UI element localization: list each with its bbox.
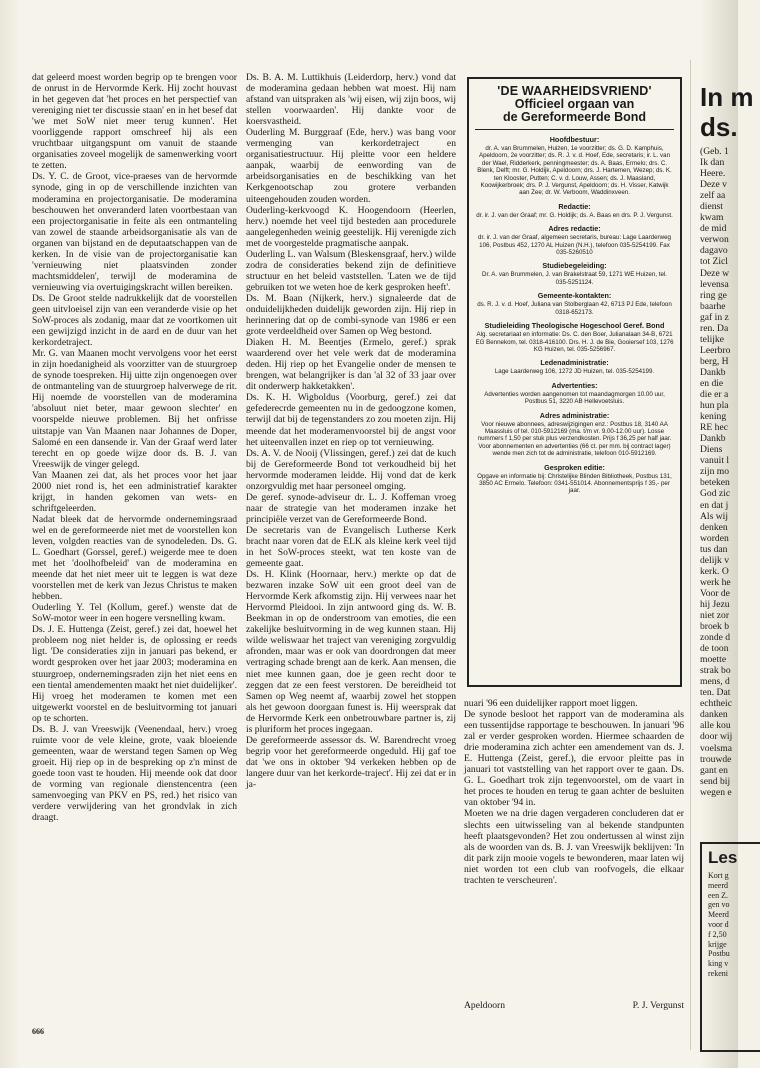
text-line: niet zor: [700, 609, 730, 621]
adjacent-headline-line: ds.: [700, 112, 738, 142]
text-line: Ik dan: [700, 157, 725, 169]
text-line: Dankb: [700, 433, 726, 445]
text-line: door wij: [700, 731, 733, 743]
text-line: ren. Da: [700, 322, 729, 334]
text-line: (Geb. 1: [700, 146, 729, 157]
section-heading: Adres administratie:: [539, 410, 610, 420]
text-line: Heere.: [700, 168, 726, 180]
text-line: zelf aa: [700, 190, 726, 202]
text-line: send bij: [700, 775, 731, 787]
text-line: broek b: [700, 621, 730, 633]
signature-author: P. J. Vergunst: [632, 1000, 684, 1011]
paragraph: De gereformeerde assessor ds. W. Barendrecht vroeg begrip voor het gereformeerde ongeduld. Hij gaf toe dat 'we ons in oktober '94 verkeken hebben op de langere duur van het kerkorde-traject'. Hij zei dat er in ja-: [246, 734, 456, 790]
text-line: tot Zicl: [700, 256, 728, 268]
paragraph: Moeten we na drie dagen vergaderen concluderen dat er slechts een uitwisseling van al bekende standpunten heeft plaatsgevonden? Het zou ondertussen al winst zijn als de woorden van ds. B. J. van Vreeswijk beklijven: 'In dit park zijn mooie vogels te bewonderen, maar laten wij niet worden tot een club van roofvogels, die elkaar trachten te verscheuren'.: [464, 808, 684, 886]
paragraph: Ds. De Groot stelde nadrukkelijk dat de voorstellen geen uitvloeisel zijn van een veranderde visie op het SoW-proces als zodanig, maar dat ze voortkomen uit een gewijzigd inzicht in de aard en de duur van het kerkordetraject.: [32, 292, 237, 349]
text-line: verwon: [700, 234, 729, 246]
paragraph: Ouderling Y. Tel (Kollum, geref.) wenste dat de SoW-motor weer in een hogere versnelling kwam.: [32, 602, 237, 625]
colophon-title: 'DE WAARHEIDSVRIEND': [497, 84, 652, 98]
text-line: echtheic: [700, 698, 732, 710]
section-body: Dr. A. van Brummelen, J. van Brakelstraat 59, 1271 WE Huizen, tel. 035-5251124.: [481, 271, 668, 286]
text-line: dagavo: [700, 245, 728, 257]
text-line: hij Jezu: [700, 598, 730, 610]
text-line: RE hec: [700, 422, 728, 434]
text-line: Deze v: [700, 179, 727, 191]
article-column-1: [32, 72, 237, 823]
article-column-3: [464, 698, 684, 886]
text-line: dienst: [700, 201, 723, 213]
text-line: voor d: [708, 919, 729, 929]
section-heading: Advertenties:: [551, 380, 598, 390]
adjacent-box: [700, 842, 760, 1052]
text-line: en dat j: [700, 499, 729, 511]
text-line: gaf in z: [700, 311, 729, 323]
text-line: ten. Dat: [700, 687, 731, 699]
text-line: zijn mo: [700, 466, 730, 478]
paragraph: Ds. H. Klink (Hoornaar, herv.) merkte op dat de bezwaren inzake SoW uit een groot deel van de Hervormde Kerk afkomstig zijn. Hij verwees naar het Hervormd Pleidooi. In zijn antwoord ging ds. W. B. Beekman in op de onderstroom van emoties, die een zakelijke besluitvorming in de weg kunnen staan. Hij wilde weliswaar het traject van vereniging zorgvuldig afronden, maar was er ook van doordrongen dat meer vertraging schade brengt aan de kerk. Aan mensen, die niet mee kunnen gaan, doe je geen recht door te zeggen dat ze een feest verstoren. De bereidheid tot Samen op Weg neemt af, waarbij zowel het stoppen als het gewoon doorgaan funest is. Hij weersprak dat de Hervormde Kerk een onbetrouwbare partner is, zij is pluriform het proces ingegaan.: [246, 569, 456, 735]
text-line: Als wij: [700, 510, 728, 522]
text-line: Diens: [700, 444, 723, 456]
text-line: zonde d: [700, 632, 731, 644]
text-line: en die: [700, 377, 724, 389]
text-line: voelsma: [700, 742, 732, 754]
paragraph: Ds. J. E. Huttenga (Zeist, geref.) zei dat, hoewel het probleem nog niet helder is, de oplossing er reeds ligt. 'De consideraties zijn in januari pas bekend, er wordt gesproken over het jaar 2003; moderamina en stuurgroep, ondernemingsraden zijn het niet eens en een tiental amendementen maakt het niet duidelijker'. Hij vroeg het moderamen te komen met een uitgewerkt voorstel en de besluitvorming tot januari op te schorten.: [32, 624, 237, 724]
paragraph: Mr. G. van Maanen mocht vervolgens voor het eerst in zijn hoedanigheid als voorzitter van de stuurgroep de synode toespreken. Hij uitte zijn ongenoegen over de ontmanteling van de stuurgroep halverwege de rit. Hij noemde de voorstellen van de moderamina 'absoluut niet beter, maar gewoon slechter' en voorspelde nieuwe problemen. Bij het onfrisse uitstapje van Van Maanen naar Johannes de Doper, Salomé en een dansende ir. Van der Graaf werd later terecht en op goede wijze door ds. B. J. van Vreeswijk de vinger gelegd.: [32, 348, 237, 470]
adjacent-headline-line: In m: [700, 82, 754, 112]
text-line: trouwde: [700, 753, 732, 765]
paragraph: De synode besloot het rapport van de moderamina als een tussentijdse rapportage te beschouwen. In januari '96 zal er verder gesproken worden. Hiermee schaarden de drie moderamina zich achter een amendement van ds. J. E. Huttenga (Zeist, geref.), die ervoor pleitte pas in januari tot vaststelling van het rapport over te gaan. Ds. G. L. Goedhart trok zijn tegenvoorstel, om de vaart in het proces te houden en terug te gaan achter de besluiten van oktober '94 in.: [464, 709, 684, 809]
text-line: kwam: [700, 212, 724, 224]
text-line: delijk v: [700, 554, 730, 566]
text-line: alle kou: [700, 720, 731, 732]
paragraph: Nadat bleek dat de hervormde ondernemingsraad wel en de gereformeerde niet met de voorstellen kon leven, volgden reacties van de synodeleden. Ds. G. L. Goedhart (Gorssel, geref.) weigerde mee te doen met het 'doolhofbeleid' van de moderamina en meende dat het niet meer uit te leggen is wat deze voorstellen met de kerk van Jezus Christus te maken hebben.: [32, 513, 237, 603]
text-line: danken: [700, 709, 728, 721]
section-body: Alg. secretariaat en informatie: Ds. C. den Boer, Julianalaan 34-B, 6721 EG Bennekom, tel. 0318-416100. Drs. H. J. de Bie, Gooiersef 103, 1276 KG Huizen, tel. 035-5256967.: [475, 331, 674, 353]
colophon-subtitle: de Gereformeerde Bond: [502, 110, 647, 124]
text-line: strak bo: [700, 665, 731, 677]
colophon-subtitle: Officieel orgaan van: [514, 97, 635, 111]
adjacent-box-body: [708, 871, 760, 979]
article-signature: [464, 1000, 684, 1011]
text-line: de mid: [700, 223, 727, 235]
section-body: Opgave en informatie bij: Christelijke Blinden Bibliotheek, Postbus 131, 3850 AC Ermelo. Telefoon: 0341-551014. Abonnementsprijs f 35,- per jaar.: [477, 472, 672, 495]
text-line: king v: [708, 959, 729, 969]
paragraph: Van Maanen zei dat, als het proces voor het jaar 2000 niet rond is, het een administratief karakter krijgt, in handen gekomen van wets- en schriftgeleerden.: [32, 469, 237, 514]
text-line: levensa: [700, 278, 729, 290]
signature-place: Apeldoorn: [464, 1000, 506, 1011]
page-gutter: [690, 60, 691, 1050]
adjacent-body-text: [700, 146, 738, 798]
page-number: 666: [32, 1027, 44, 1036]
paragraph: nuari '96 een duidelijker rapport moet liggen.: [464, 698, 638, 709]
paragraph: Ds. A. V. de Nooij (Vlissingen, geref.) zei dat de kuch bij de Gereformeerde Bond tot verkoudheid bij het hervormde moderamen leidde. Hij vond dat de kerk onzorgvuldig met haar personeel omging.: [246, 447, 456, 492]
text-line: gen vo: [708, 900, 730, 910]
paragraph: Ds. B. A. M. Luttikhuis (Leiderdorp, herv.) vond dat de moderamina gedaan hebben wat moest. Hij nam afstand van uitspraken als 'wij eisen, wij zijn boos, wij stellen voorwaarden'. Hij dankte voor de koersvastheid.: [246, 72, 456, 128]
section-heading: Studiebegeleiding:: [542, 261, 607, 271]
text-line: berg, H: [700, 355, 729, 367]
text-line: mens, d: [700, 676, 730, 688]
adjacent-box-title: Les: [708, 848, 738, 867]
text-line: vanuit l: [700, 455, 730, 467]
text-line: rekeni: [708, 968, 728, 978]
text-line: denken: [700, 521, 728, 533]
paragraph: Ds. Y. C. de Groot, vice-praeses van de hervormde synode, ging in op de verschillende inzichten van moderamina en projectorganisatie. De moderamina beschouwen het onveranderd laten voortbestaan van een projectorganisatie in feite als een ontmanteling van zowel de staande arbeidsorganisatie als van de organen van bijstand en de deputaatschappen van de kerken. In de visie van de projectorganisatie kan 'vernieuwing niet plaatsvinden zonder machtsmiddelen', terwijl de moderamina de vernieuwing via overtuigingskracht willen bereiken.: [32, 171, 237, 293]
text-line: telijke: [700, 333, 724, 345]
section-body: Voor nieuwe abonnees, adreswijzigingen enz.: Postbus 18, 3140 AA Maassluis of tel. 010-5912169 (ma. t/m vr. 9.00-12.00 uur). Losse nummers f 1,50 per stuk plus verzendkosten. Prijs f 36,25 per half jaar. Voor abonnementen en advertenties (66 ct. per mm. bij contract lager) wende men zich tot de administratie, telefoon 010-5912169.: [477, 420, 672, 458]
section-heading: Adres redactie:: [548, 224, 601, 234]
text-line: Meerd: [708, 910, 729, 920]
section-body: dr. ir. J. van der Graaf, algemeen secretaris, bureau: Lage Laarderweg 106, Postbus 452, 1270 AL Huizen (N.H.), telefoon 035-5254199. Fax 035-5260510: [478, 234, 671, 257]
text-line: Voor de: [700, 587, 730, 599]
paragraph: Ds. M. Baan (Nijkerk, herv.) signaleerde dat de onduidelijkheden duidelijk geworden zijn. Hij riep in herinnering dat op de combi-synode van 1986 er een grote verdeeldheid over Samen op Weg bestond.: [246, 292, 456, 338]
section-heading: Gesproken editie:: [544, 462, 605, 472]
text-line: die er a: [700, 389, 729, 401]
paragraph: De geref. synode-adviseur dr. L. J. Koffeman vroeg naar de strategie van het moderamen inzake het principiële verzet van de Gereformeerde Bond.: [246, 491, 456, 525]
section-heading: Hoofdbestuur:: [549, 135, 600, 144]
text-line: hun pla: [700, 400, 729, 412]
paragraph: dat geleerd moest worden begrip op te brengen voor de onrust in de Hervormde Kerk. Hij zocht houvast in het gegeven dat 'het proces en het perspectief van vereniging niet ter discussie staan' en in het besef dat 'we met SoW niet meer terug kunnen'. Het voorliggende rapport omschreef hij als een vruchtbaar uitgangspunt om vanuit de staande organisaties zoveel mogelijk de samenwerking voort te zetten.: [32, 72, 237, 172]
text-line: kening: [700, 411, 727, 423]
text-line: meerd: [708, 880, 728, 890]
text-line: beteken: [700, 477, 730, 489]
divider: [475, 129, 674, 130]
section-body: dr. A. van Brummelen, Huizen, 1e voorzitter; ds. G. D. Kamphuis, Apeldoorn, 2e voorzitter; ds. R. J. v. d. Hoef, Ede, secretaris; ir. L. van der Wael, Ridderkerk, penningmeester; ds. A. Baas, Ermelo; drs. C. Blenk, Delft; mr. G. Holdijk, Apeldoorn; drs. J. Hartemen, Wezep; ds. K. ten Klooster, Putten; C. v. d. Louw, Assen; ds. J. Maasland, Koowijkerbroek; drs. P. J. Vergunst, Apeldoorn; ds. H. Visser, Katwijk aan Zee; dr. W. Verboom, Waddinxveen.: [477, 145, 672, 197]
paragraph: Ouderling-kerkvoogd K. Hoogendoorn (Heerlen, herv.) noemde het veel tijd besteden aan procedurele aangelegenheden weinig geestelijk. Hij verenigde zich met de voorgestelde pragmatische aanpak.: [246, 204, 456, 249]
paragraph: Ouderling M. Burggraaf (Ede, herv.) was bang voor vermenging van kerkordetraject en organisatiestructuur. Hij pleitte voor een heldere aanpak, waarbij de eenwording van de arbeidsorganisaties en de beschikking van het Kerkgenootschap zou grotere verbanden uiteengehouden zouden worden.: [246, 127, 456, 205]
section-heading: Gemeente-kontakten:: [537, 291, 612, 301]
paragraph: De secretaris van de Evangelisch Lutherse Kerk bracht naar voren dat de ELK als kleine kerk veel tijd in het SoW-proces steekt, wat ten koste van de gemeente gaat.: [246, 524, 456, 570]
text-line: Deze w: [700, 267, 730, 279]
section-body: Advertenties worden aangenomen tot maandagmorgen 10.00 uur, Postbus 51, 3220 AB Hellevoetsluis.: [484, 390, 665, 406]
adjacent-headline: [700, 82, 754, 142]
text-line: Kort g: [708, 871, 729, 880]
text-line: wegen e: [700, 786, 732, 798]
section-heading: Ledenadministratie:: [540, 358, 609, 368]
article-column-2: [246, 72, 456, 790]
section-body: Lage Laarderweg 106, 1272 JD Huizen, tel. 035-5254199.: [494, 368, 655, 376]
text-line: Dankb: [700, 366, 726, 378]
text-line: ring ge: [700, 289, 727, 301]
paragraph: Diaken H. M. Beentjes (Ermelo, geref.) sprak waarderend over het vele werk dat de moderamina deden. Hij riep op het Evangelie onder de mensen te brengen, wat belangrijker is dan 'al 32 of 33 jaar over dit onderwerp hakketakken'.: [246, 337, 456, 393]
text-line: moette: [700, 654, 727, 666]
paragraph: Ds. K. H. Wigboldus (Voorburg, geref.) zei dat gefederecrde gemeenten nu in de gedoogzone komen, terwijl dat bij de tegenstanders zo zou moeten zijn. Hij meende dat het moderamenvoorstel bij de angst voor het uiteenvallen inzet en riep op tot vernieuwing.: [246, 392, 456, 448]
section-heading: Redactie:: [558, 201, 591, 211]
text-line: Postbu: [708, 949, 730, 959]
text-line: een Z.: [708, 890, 728, 900]
adjacent-page-strip: [694, 60, 754, 1050]
text-line: krijge: [708, 939, 727, 949]
text-line: gant en: [700, 764, 728, 776]
section-heading: Studieleiding Theologische Hogeschool Geref. Bond: [484, 321, 665, 331]
text-line: f 2,50: [708, 929, 727, 939]
text-line: de toon: [700, 643, 729, 655]
colophon-box: [467, 77, 682, 687]
text-line: God zic: [700, 488, 731, 500]
text-line: worden: [700, 532, 729, 544]
text-line: werk he: [700, 576, 731, 588]
text-line: baarhe: [700, 300, 726, 312]
section-body: ds. R. J. v. d. Hoef, Juliana van Stolberglaan 42, 6713 PJ Ede, telefoon 0318-652173.: [477, 301, 672, 316]
paragraph: Ds. B. J. van Vreeswijk (Veenendaal, herv.) vroeg ruimte voor de vele kleine, grote, vaak bloeiende gemeenten, waar de werstand tegen Samen op Weg groeit. Hij riep op in de bespreking op z'n minst de goede toon vast te houden. Hij meende ook dat door de vorming van regionale dienstencentra (een samenvoeging van PKV en PS, red.) het risico van verdere verwijdering van het grondvlak in zich draagt.: [32, 723, 237, 824]
text-line: kerk. O: [700, 565, 729, 577]
text-line: Leerbro: [700, 344, 731, 356]
section-body: dr. ir. J. van der Graaf; mr. G. Holdijk; ds. A. Baas en drs. P. J. Vergunst.: [476, 211, 673, 219]
paragraph: Ouderling L. van Walsum (Bleskensgraaf, herv.) wilde zodra de consideraties bekend zijn de definitieve structuur en het beleid vaststellen. 'Laten we de tijd gebruiken tot we weten hoe de kerk gesproken heeft'.: [246, 248, 456, 293]
text-line: tus dan: [700, 543, 728, 555]
